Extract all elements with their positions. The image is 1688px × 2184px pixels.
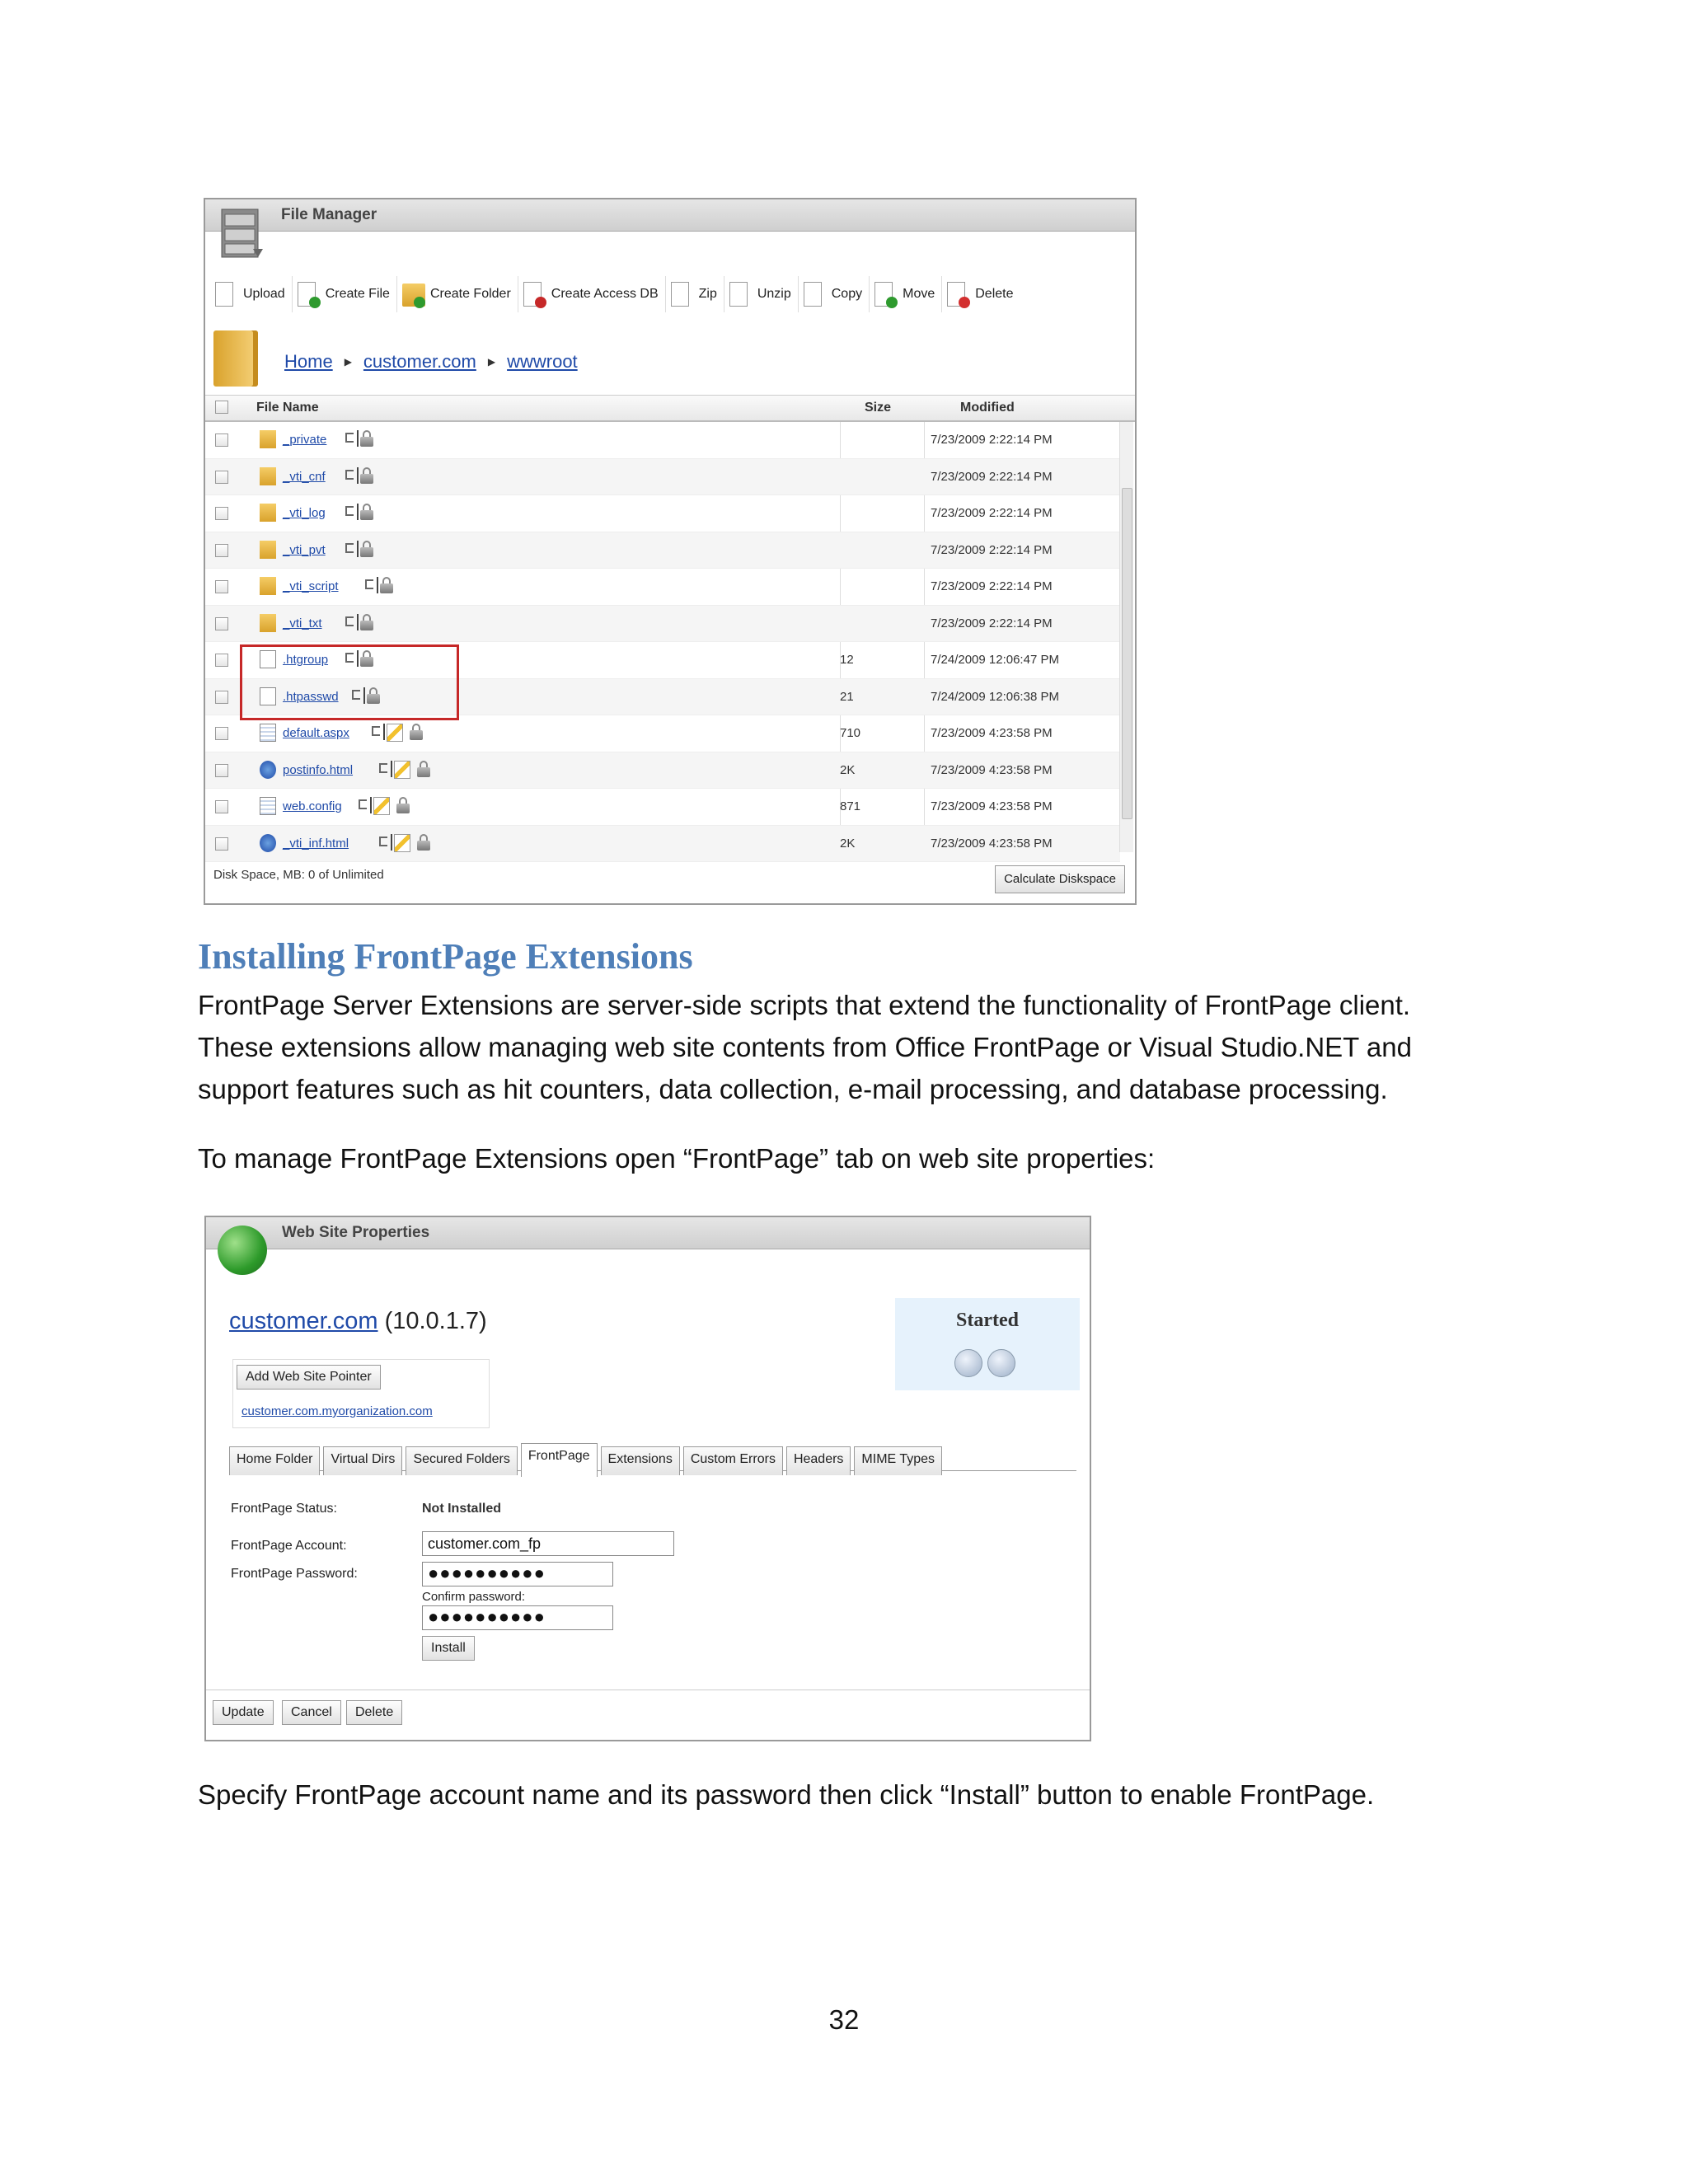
file-size: 710 <box>840 726 861 740</box>
status-box <box>895 1298 1080 1390</box>
intro-paragraph <box>198 984 1484 1110</box>
tab-home-folder[interactable]: Home Folder <box>229 1446 320 1475</box>
file-size: 2K <box>840 762 856 777</box>
section-heading: Installing FrontPage Extensions <box>198 936 693 977</box>
breadcrumb-row <box>213 327 578 389</box>
table-row[interactable] <box>205 826 1120 863</box>
lock-icon[interactable] <box>417 834 430 851</box>
row-checkbox[interactable] <box>215 691 228 704</box>
update-button[interactable]: Update <box>213 1700 274 1725</box>
row-actions <box>345 504 373 520</box>
fp-status-label: FrontPage Status: <box>231 1502 337 1516</box>
row-checkbox[interactable] <box>215 507 228 520</box>
file-modified: 7/23/2009 2:22:14 PM <box>931 433 1053 447</box>
site-pointer-box <box>232 1359 490 1428</box>
site-link[interactable]: customer.com <box>229 1308 378 1334</box>
row-actions <box>345 467 373 484</box>
create-file-icon <box>298 280 321 308</box>
toolbar-label: Delete <box>975 287 1014 301</box>
zip-icon <box>671 280 694 308</box>
scrollbar-thumb[interactable] <box>1122 488 1132 819</box>
rename-icon[interactable] <box>372 726 380 736</box>
rename-icon[interactable] <box>365 579 373 589</box>
file-manager-panel <box>204 198 1137 905</box>
file-name-link[interactable]: _vti_script <box>283 579 339 593</box>
tab-virtual-dirs[interactable]: Virtual Dirs <box>323 1446 402 1475</box>
lock-icon[interactable] <box>360 467 373 484</box>
toolbar-label: Create Access DB <box>551 287 659 301</box>
intro-line-3: support features such as hit counters, data collection, e-mail processing, and database processing. <box>198 1074 1388 1104</box>
edit-icon[interactable] <box>394 761 410 779</box>
create-access-db-button[interactable] <box>523 276 666 312</box>
file-name-link[interactable]: .htpasswd <box>283 689 339 704</box>
row-checkbox[interactable] <box>215 580 228 593</box>
install-button[interactable]: Install <box>422 1636 475 1661</box>
table-row[interactable] <box>205 569 1120 606</box>
row-checkbox[interactable] <box>215 727 228 740</box>
table-row[interactable] <box>205 459 1120 496</box>
file-size: 12 <box>840 653 854 667</box>
edit-icon[interactable] <box>387 724 403 742</box>
create-folder-button[interactable] <box>402 276 518 312</box>
web-site-properties-panel <box>204 1216 1091 1741</box>
file-modified: 7/23/2009 2:22:14 PM <box>931 506 1053 520</box>
row-checkbox[interactable] <box>215 654 228 667</box>
toolbar-label: Move <box>903 287 935 301</box>
column-size[interactable]: Size <box>865 401 892 415</box>
lock-icon[interactable] <box>410 724 423 740</box>
file-name-link[interactable]: _vti_txt <box>283 616 322 630</box>
file-grid-header <box>205 395 1135 422</box>
table-row[interactable] <box>205 789 1120 826</box>
unzip-icon <box>729 280 753 308</box>
table-row[interactable] <box>205 606 1120 643</box>
create-folder-icon <box>402 280 425 308</box>
fp-status-value: Not Installed <box>422 1502 502 1516</box>
rename-icon[interactable] <box>345 616 354 626</box>
folder-icon <box>260 430 276 448</box>
file-grid-scrollbar[interactable] <box>1119 422 1133 852</box>
copy-icon <box>804 280 827 308</box>
add-web-site-pointer-button[interactable]: Add Web Site Pointer <box>237 1365 381 1390</box>
file-manager-title: File Manager <box>281 206 377 223</box>
file-modified: 7/23/2009 4:23:58 PM <box>931 799 1053 813</box>
file-name-link[interactable]: default.aspx <box>283 726 349 740</box>
instruction-paragraph: To manage FrontPage Extensions open “FrontPage” tab on web site properties: <box>198 1143 1156 1174</box>
intro-line-2: These extensions allow managing web site contents from Office FrontPage or Visual Studio.NET and <box>198 1032 1412 1062</box>
page-number: 32 <box>828 2004 860 2035</box>
html-file-icon <box>260 761 276 779</box>
move-button[interactable] <box>874 276 942 312</box>
fp-account-input[interactable]: customer.com_fp <box>422 1531 674 1556</box>
column-file-name[interactable]: File Name <box>256 401 319 415</box>
upload-icon <box>215 280 238 308</box>
select-all-checkbox[interactable] <box>215 401 228 414</box>
tab-headers[interactable]: Headers <box>786 1446 851 1475</box>
column-modified[interactable]: Modified <box>960 401 1015 415</box>
row-actions <box>345 541 373 557</box>
file-modified: 7/24/2009 12:06:47 PM <box>931 653 1059 667</box>
file-modified: 7/23/2009 4:23:58 PM <box>931 836 1053 851</box>
breadcrumb-separator-icon: ▶ <box>344 355 352 368</box>
row-checkbox[interactable] <box>215 617 228 630</box>
file-modified: 7/23/2009 2:22:14 PM <box>931 469 1053 484</box>
fp-account-label: FrontPage Account: <box>231 1539 347 1553</box>
calculate-diskspace-button[interactable]: Calculate Diskspace <box>995 865 1125 893</box>
row-actions <box>345 430 373 447</box>
rename-icon[interactable] <box>345 506 354 516</box>
row-checkbox[interactable] <box>215 800 228 813</box>
delete-icon <box>947 280 970 308</box>
move-icon <box>874 280 898 308</box>
file-modified: 7/23/2009 2:22:14 PM <box>931 579 1053 593</box>
lock-icon[interactable] <box>417 761 430 777</box>
disk-space-label: Disk Space, MB: 0 of Unlimited <box>213 868 384 882</box>
breadcrumb-separator-icon: ▶ <box>487 355 496 368</box>
lock-icon[interactable] <box>360 541 373 557</box>
file-name-link[interactable]: _private <box>283 433 327 447</box>
folder-icon <box>213 330 258 387</box>
confirm-password-label: Confirm password: <box>422 1590 526 1604</box>
file-modified: 7/23/2009 4:23:58 PM <box>931 762 1053 777</box>
pointer-link[interactable]: customer.com.myorganization.com <box>241 1404 433 1418</box>
table-row[interactable] <box>205 422 1120 459</box>
file-size: 871 <box>840 799 861 813</box>
file-modified: 7/24/2009 12:06:38 PM <box>931 689 1059 704</box>
file-modified: 7/23/2009 4:23:58 PM <box>931 726 1053 740</box>
status-text: Started <box>956 1310 1019 1331</box>
file-name-link[interactable]: web.config <box>283 799 342 813</box>
file-manager-toolbar <box>205 274 1135 315</box>
rename-icon[interactable] <box>379 837 387 846</box>
folder-icon <box>260 577 276 595</box>
row-checkbox[interactable] <box>215 471 228 484</box>
row-actions <box>345 614 373 630</box>
html-file-icon <box>260 834 276 852</box>
site-ip: (10.0.1.7) <box>384 1308 487 1334</box>
properties-tabs <box>229 1442 1076 1471</box>
file-modified: 7/23/2009 2:22:14 PM <box>931 542 1053 557</box>
toolbar-label: Copy <box>831 287 863 301</box>
intro-line-1: FrontPage Server Extensions are server-side scripts that extend the functionality of FrontPage client. <box>198 990 1411 1020</box>
delete-button[interactable] <box>947 276 1020 312</box>
access-db-icon <box>523 280 546 308</box>
table-row[interactable] <box>205 495 1120 532</box>
table-row[interactable] <box>205 532 1120 569</box>
aspx-file-icon <box>260 724 276 742</box>
row-actions <box>365 577 393 593</box>
properties-footer <box>206 1690 1090 1740</box>
edit-icon[interactable] <box>373 797 390 815</box>
table-row[interactable] <box>205 752 1120 790</box>
lock-icon[interactable] <box>396 797 410 813</box>
upload-button[interactable] <box>215 276 293 312</box>
web-site-properties-title: Web Site Properties <box>282 1224 430 1241</box>
lock-icon[interactable] <box>360 504 373 520</box>
file-name-link[interactable]: _vti_log <box>283 506 326 520</box>
row-checkbox[interactable] <box>215 764 228 777</box>
cancel-button[interactable]: Cancel <box>282 1700 341 1725</box>
rename-icon[interactable] <box>359 799 367 809</box>
lock-icon[interactable] <box>360 614 373 630</box>
edit-icon[interactable] <box>394 834 410 852</box>
file-size: 21 <box>840 689 854 704</box>
file-name-link[interactable]: .htgroup <box>283 653 329 667</box>
fp-password-input[interactable]: ●●●●●●●●●● <box>422 1562 613 1586</box>
tab-secured-folders[interactable]: Secured Folders <box>406 1446 517 1475</box>
breadcrumb <box>284 351 578 373</box>
folder-icon <box>260 614 276 632</box>
confirm-password-input[interactable]: ●●●●●●●●●● <box>422 1605 613 1630</box>
zip-button[interactable] <box>671 276 724 312</box>
fp-password-label: FrontPage Password: <box>231 1567 358 1581</box>
file-grid <box>205 422 1120 862</box>
file-name-link[interactable]: _vti_inf.html <box>283 836 349 851</box>
delete-button[interactable]: Delete <box>346 1700 402 1725</box>
closing-paragraph: Specify FrontPage account name and its password then click “Install” button to enable FrontPage. <box>198 1779 1375 1810</box>
config-file-icon <box>260 797 276 815</box>
copy-button[interactable] <box>804 276 870 312</box>
lock-icon[interactable] <box>380 577 393 593</box>
file-name-link[interactable]: _vti_pvt <box>283 542 326 557</box>
folder-icon <box>260 467 276 485</box>
row-actions <box>379 834 430 852</box>
breadcrumb-customer[interactable]: customer.com <box>363 350 476 372</box>
breadcrumb-home[interactable]: Home <box>284 350 333 372</box>
rename-icon[interactable] <box>379 763 387 773</box>
globe-icon <box>218 1226 267 1275</box>
folder-icon <box>260 504 276 522</box>
site-heading <box>229 1308 487 1335</box>
web-site-properties-header <box>206 1217 1090 1249</box>
file-size: 2K <box>840 836 856 851</box>
toolbar-label: Upload <box>243 287 285 301</box>
row-actions <box>372 724 423 742</box>
file-cabinet-icon <box>220 208 265 260</box>
tab-custom-errors[interactable]: Custom Errors <box>683 1446 783 1475</box>
toolbar-label: Create File <box>325 287 390 301</box>
folder-icon <box>260 541 276 559</box>
create-file-button[interactable] <box>298 276 397 312</box>
tab-mime-types[interactable]: MIME Types <box>854 1446 942 1475</box>
file-modified: 7/23/2009 2:22:14 PM <box>931 616 1053 630</box>
restart-icon[interactable] <box>987 1349 1015 1377</box>
toolbar-label: Unzip <box>757 287 791 301</box>
toolbar-label: Zip <box>698 287 717 301</box>
rename-icon[interactable] <box>345 470 354 480</box>
row-actions <box>359 797 410 815</box>
table-row[interactable] <box>205 715 1120 752</box>
tab-extensions[interactable]: Extensions <box>601 1446 680 1475</box>
file-name-link[interactable]: _vti_cnf <box>283 469 326 484</box>
file-manager-header <box>205 199 1135 232</box>
pause-icon[interactable] <box>954 1349 982 1377</box>
rename-icon[interactable] <box>345 543 354 553</box>
rename-icon[interactable] <box>345 433 354 443</box>
lock-icon[interactable] <box>360 430 373 447</box>
row-checkbox[interactable] <box>215 434 228 447</box>
row-checkbox[interactable] <box>215 837 228 851</box>
tab-frontpage[interactable]: FrontPage <box>521 1443 598 1477</box>
highlight-box <box>240 644 459 720</box>
row-actions <box>379 761 430 779</box>
toolbar-label: Create Folder <box>429 287 511 301</box>
file-name-link[interactable]: postinfo.html <box>283 762 354 777</box>
breadcrumb-wwwroot[interactable]: wwwroot <box>507 350 578 372</box>
row-checkbox[interactable] <box>215 544 228 557</box>
unzip-button[interactable] <box>729 276 799 312</box>
